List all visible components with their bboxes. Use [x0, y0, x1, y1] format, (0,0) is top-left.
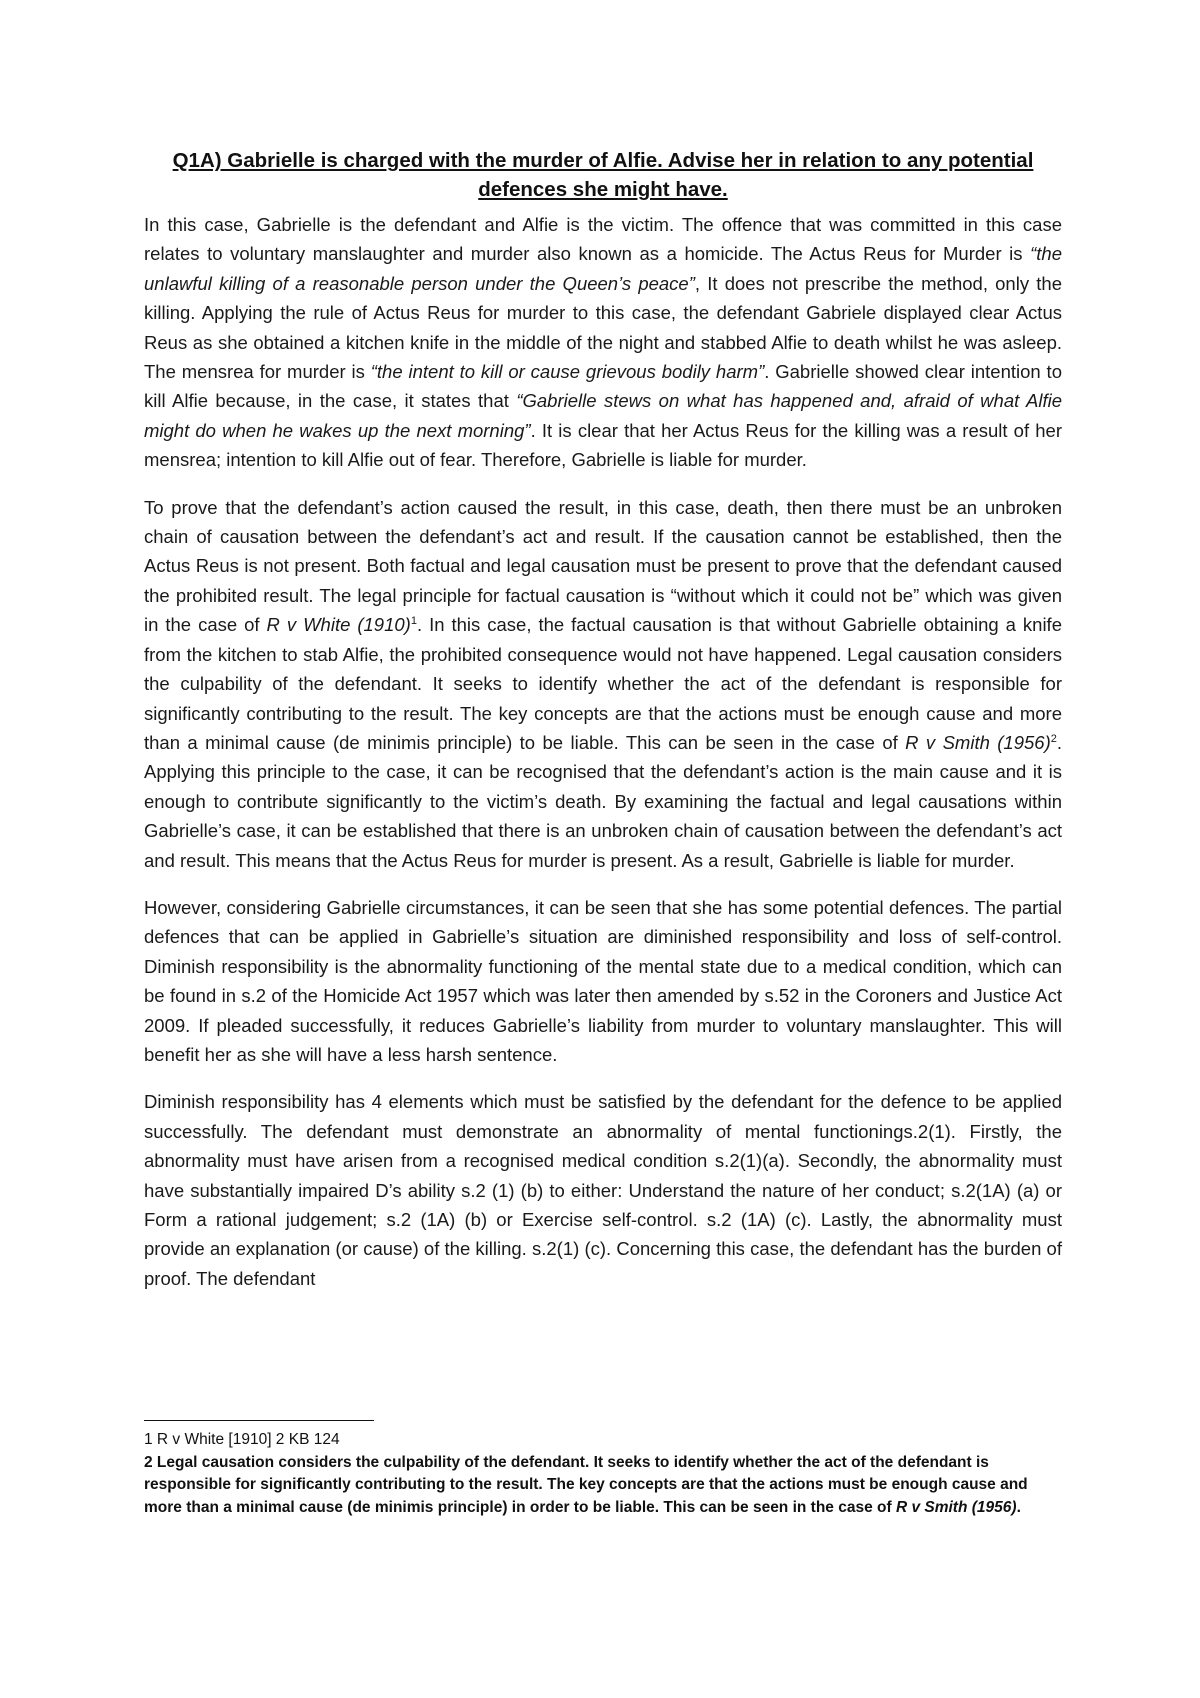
- paragraph-diminished-responsibility: Diminish responsibility has 4 elements which must be satisfied by the defendant for the defence to be applied successfully. The defendant must demonstrate an abnormality of mental functionings.2(1). Firstly, the abnormality must have arisen from a recognised medical condition s.2(1)(a). Secondly, the abnormality must have substantially impaired D’s ability s.2 (1) (b) to either: Understand the nature of her conduct; s.2(1A) (a) or Form a rational judgement; s.2 (1A) (b) or Exercise self-control. s.2 (1A) (c). Lastly, the abnormality must provide an explanation (or cause) of the killing. s.2(1) (c). Concerning this case, the defendant has the burden of proof. The defendant: [144, 1091, 1062, 1289]
- quote-actus-reus-definition: “the unlawful killing of a reasonable person under the Queen’s peace”: [144, 243, 1062, 294]
- document-body: [144, 146, 1062, 1293]
- footnote-2: [144, 1452, 1054, 1520]
- footnote-text: 2 Legal causation considers the culpability of the defendant. It seeks to identify whether the act of the defendant is responsible for significantly contributing to the result. The key concepts are that the actions must be enough cause and more than a minimal cause (de minimis principle) in order to be liable. This can be seen in the case of: [144, 1453, 1028, 1516]
- footnotes: [144, 1429, 1054, 1519]
- paragraph-text: To prove that the defendant’s action caused the result, in this case, death, then there must be an unbroken chain of causation between the defendant’s act and result. If the causation cannot be established, then the Actus Reus is not present. Both factual and legal causation must be present to prove that the defendant caused the prohibited result. The legal principle for factual causation is “without which it could not be” which was given in the case of: [144, 496, 1062, 636]
- question-title: Q1A) Gabrielle is charged with the murder of Alfie. Advise her in relation to any potential defences she might have.: [172, 149, 1034, 201]
- quote-case-facts: “Gabrielle stews on what has happened and, afraid of what Alfie might do when he wakes up the next morning”: [144, 390, 1062, 441]
- paragraph-text: , It does not prescribe the method, only the killing. Applying the rule of Actus Reus for murder to this case, the defendant Gabriele displayed clear Actus Reus as she obtained a kitchen knife in the middle of the night and stabbed Alfie to death whilst he was asleep. The mensrea for murder is: [144, 272, 1062, 383]
- footnote-ref-1[interactable]: 1: [410, 615, 417, 628]
- paragraph-partial-defences: However, considering Gabrielle circumstances, it can be seen that she has some potential defences. The partial defences that can be applied in Gabrielle’s situation are diminished responsibility and loss of self-control. Diminish responsibility is the abnormality functioning of the mental state due to a medical condition, which can be found in s.2 of the Homicide Act 1957 which was later then amended by s.52 in the Coroners and Justice Act 2009. If pleaded successfully, it reduces Gabrielle’s liability from murder to voluntary manslaughter. This will benefit her as she will have a less harsh sentence.: [144, 896, 1062, 1065]
- paragraph-text: . In this case, the factual causation is that without Gabrielle obtaining a knife from the kitchen to stab Alfie, the prohibited consequence would not have happened. Legal causation considers the culpability of the defendant. It seeks to identify whether the act of the defendant is responsible for significantly contributing to the result. The key concepts are that the actions must be enough cause and more than a minimal cause (de minimis principle) to be liable. This can be seen in the case of: [144, 614, 1062, 753]
- paragraph-text: . Applying this principle to the case, it can be recognised that the defendant’s action is the main cause and it is enough to contribute significantly to the victim’s death. By examining the factual and legal causations within Gabrielle’s case, it can be established that there is an unbroken chain of causation between the defendant’s act and result. This means that the Actus Reus for murder is present. As a result, Gabrielle is liable for murder.: [144, 731, 1063, 871]
- footnote-case-citation: R v Smith (1956): [895, 1498, 1017, 1516]
- case-citation-white: R v White (1910): [266, 614, 411, 636]
- paragraph-text: . Gabrielle showed clear intention to kill Alfie because, in the case, it states that: [144, 361, 1062, 412]
- footnote-text: .: [1016, 1498, 1021, 1516]
- quote-mensrea-definition: “the intent to kill or cause grievous bodily harm”: [370, 361, 765, 383]
- paragraph-actus-reus: [144, 210, 1062, 475]
- paragraph-causation: [144, 493, 1062, 875]
- case-citation-smith: R v Smith (1956): [905, 731, 1051, 753]
- footnote-1: 1 R v White [1910] 2 KB 124: [144, 1431, 340, 1448]
- paragraph-text: . It is clear that her Actus Reus for the killing was a result of her mensrea; intention to kill Alfie out of fear. Therefore, Gabrielle is liable for murder.: [144, 419, 1062, 471]
- footnote-ref-2[interactable]: 2: [1050, 732, 1057, 745]
- paragraph-text: In this case, Gabrielle is the defendant and Alfie is the victim. The offence that was committed in this case relates to voluntary manslaughter and murder also known as a homicide. The Actus Reus for Murder is: [144, 214, 1062, 265]
- footnote-separator: [144, 1420, 374, 1421]
